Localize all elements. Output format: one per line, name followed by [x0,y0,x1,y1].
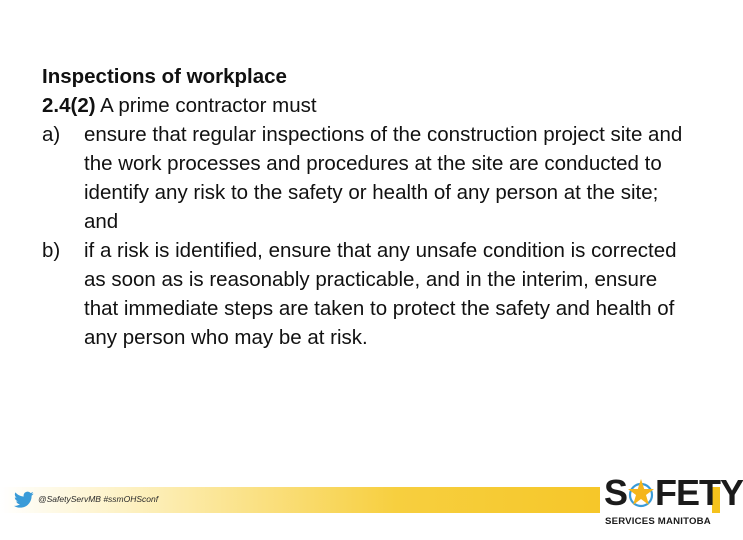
list-item [42,236,692,352]
safety-services-manitoba-logo [600,472,743,534]
list-marker: a) [42,123,61,146]
list-item-text: ensure that regular inspections of the construction project site and the work processes and procedures at the site are conducted to identify any risk to the safety or health of any person at the site; and [84,123,683,233]
logo-subtitle: SERVICES MANITOBA [605,516,711,527]
list-item [42,120,692,236]
clause-intro: A prime contractor must [95,94,317,117]
slide-body [42,62,692,352]
twitter-bird-icon [14,491,34,509]
logo-wordmark [604,474,743,512]
social-handle: @SafetyServMB #ssmOHSconf [38,494,159,504]
slide-heading: Inspections of workplace [42,65,287,88]
list-item-text: if a risk is identified, ensure that any unsafe condition is corrected as soon as is reasonably practicable, and in the interim, ensure that immediate steps are taken to protect the safety and health of any person who may be at risk. [84,239,677,349]
star-icon [628,478,654,508]
logo-word-end: FETY [655,472,743,513]
list-marker: b) [42,239,61,262]
logo-word-start: S [604,472,628,513]
clause-number: 2.4(2) [42,94,96,117]
clause-intro-line [42,91,692,120]
